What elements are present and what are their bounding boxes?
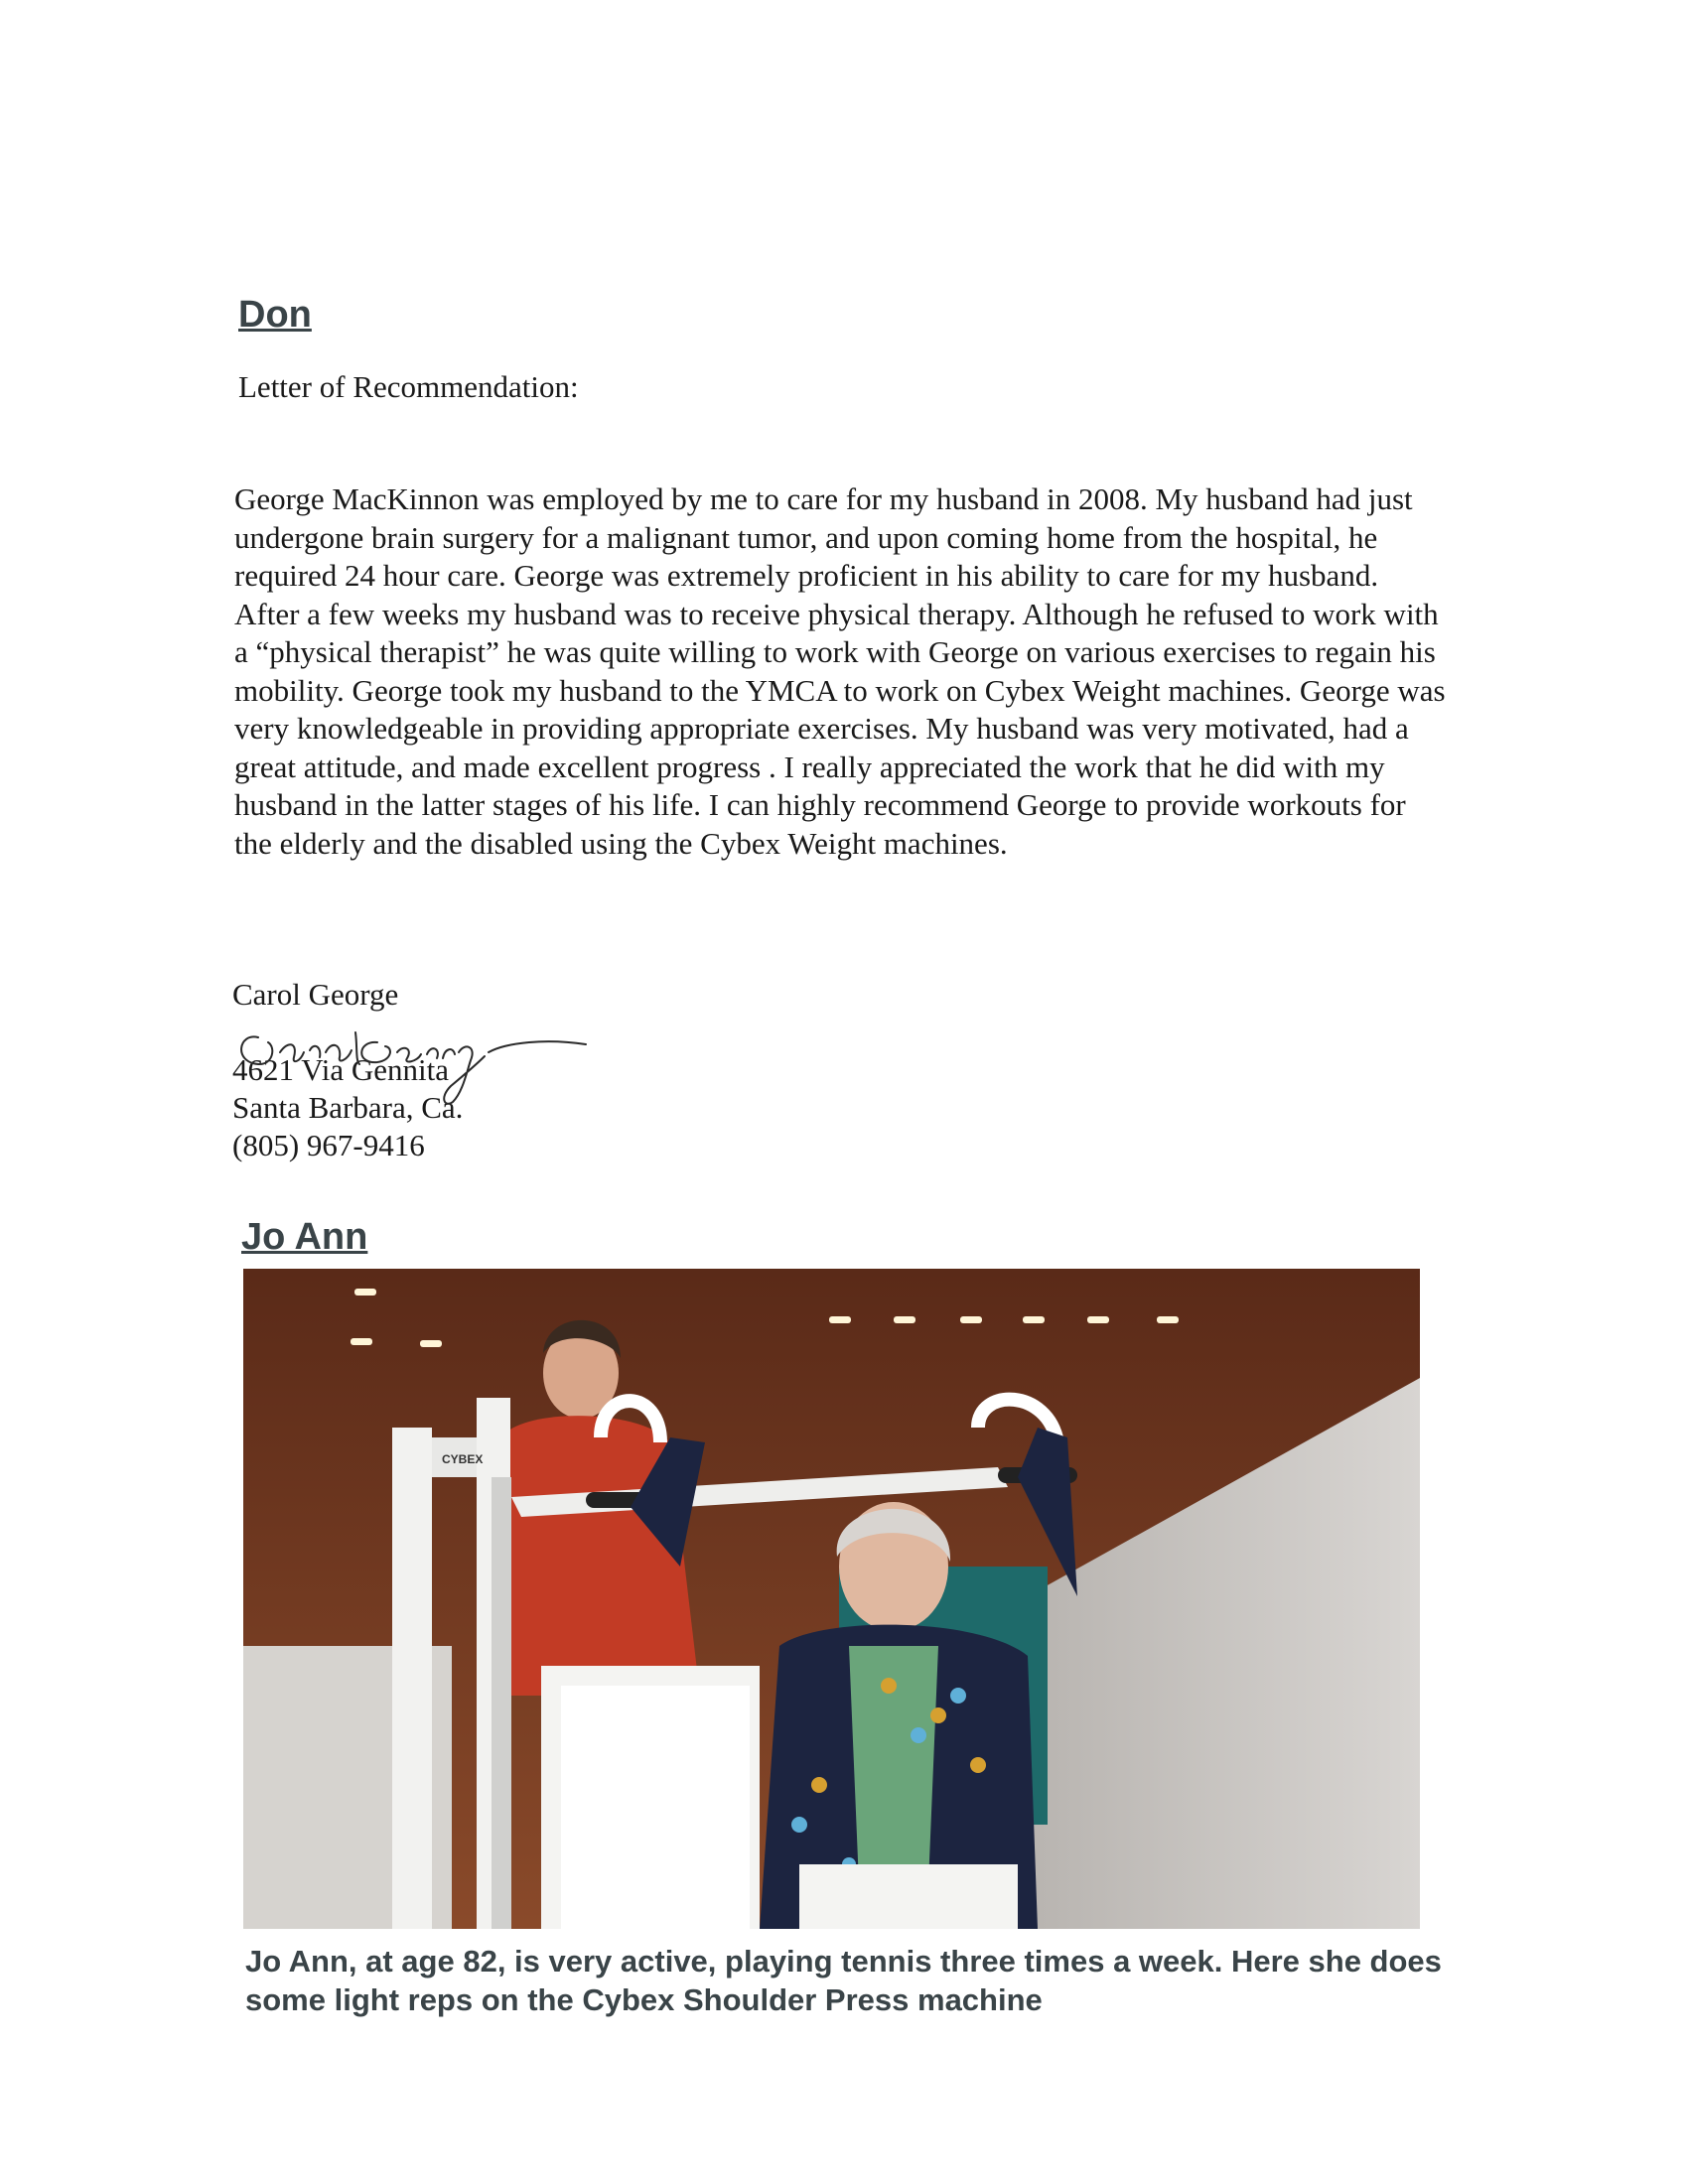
signer-name: Carol George — [232, 977, 399, 1012]
section-heading-don: Don — [238, 294, 312, 336]
handwritten-signature — [228, 1003, 596, 1112]
photo-illustration — [243, 1269, 1420, 1929]
letter-body: George MacKinnon was employed by me to care for my husband in 2008. My husband had just undergone brain surgery for a malignant tumor, and upon coming home from the hospital, he required 24 hour care. George was extremely proficient in his ability to care for my husband. After a few weeks my husband was to receive physical therapy. Although he refused to work with a “physical therapist” he was quite willing to work with George on various exercises to regain his mobility. George took my husband to the YMCA to work on Cybex Weight machines. George was very knowledgeable in providing appropriate exercises. My husband was very motivated, had a great attitude, and made excellent progress . I really appreciated the work that he did with my husband in the latter stages of his life. I can highly recommend George to provide workouts for the elderly and the disabled using the Cybex Weight machines. — [234, 481, 1446, 861]
section-heading-joann: Jo Ann — [241, 1216, 368, 1258]
address-line-1: 4621 Via Gennita — [232, 1052, 449, 1087]
letter-subtitle: Letter of Recommendation: — [238, 369, 579, 404]
gym-photo — [243, 1269, 1420, 1929]
phone-number: (805) 967-9416 — [232, 1128, 425, 1162]
address-line-2: Santa Barbara, Ca. — [232, 1090, 464, 1125]
machine-label: CYBEX — [442, 1452, 484, 1466]
signature-stroke — [241, 1032, 586, 1104]
photo-caption: Jo Ann, at age 82, is very active, playing tennis three times a week. Here she does some light reps on the Cybex Shoulder Press machine — [245, 1944, 1442, 2017]
